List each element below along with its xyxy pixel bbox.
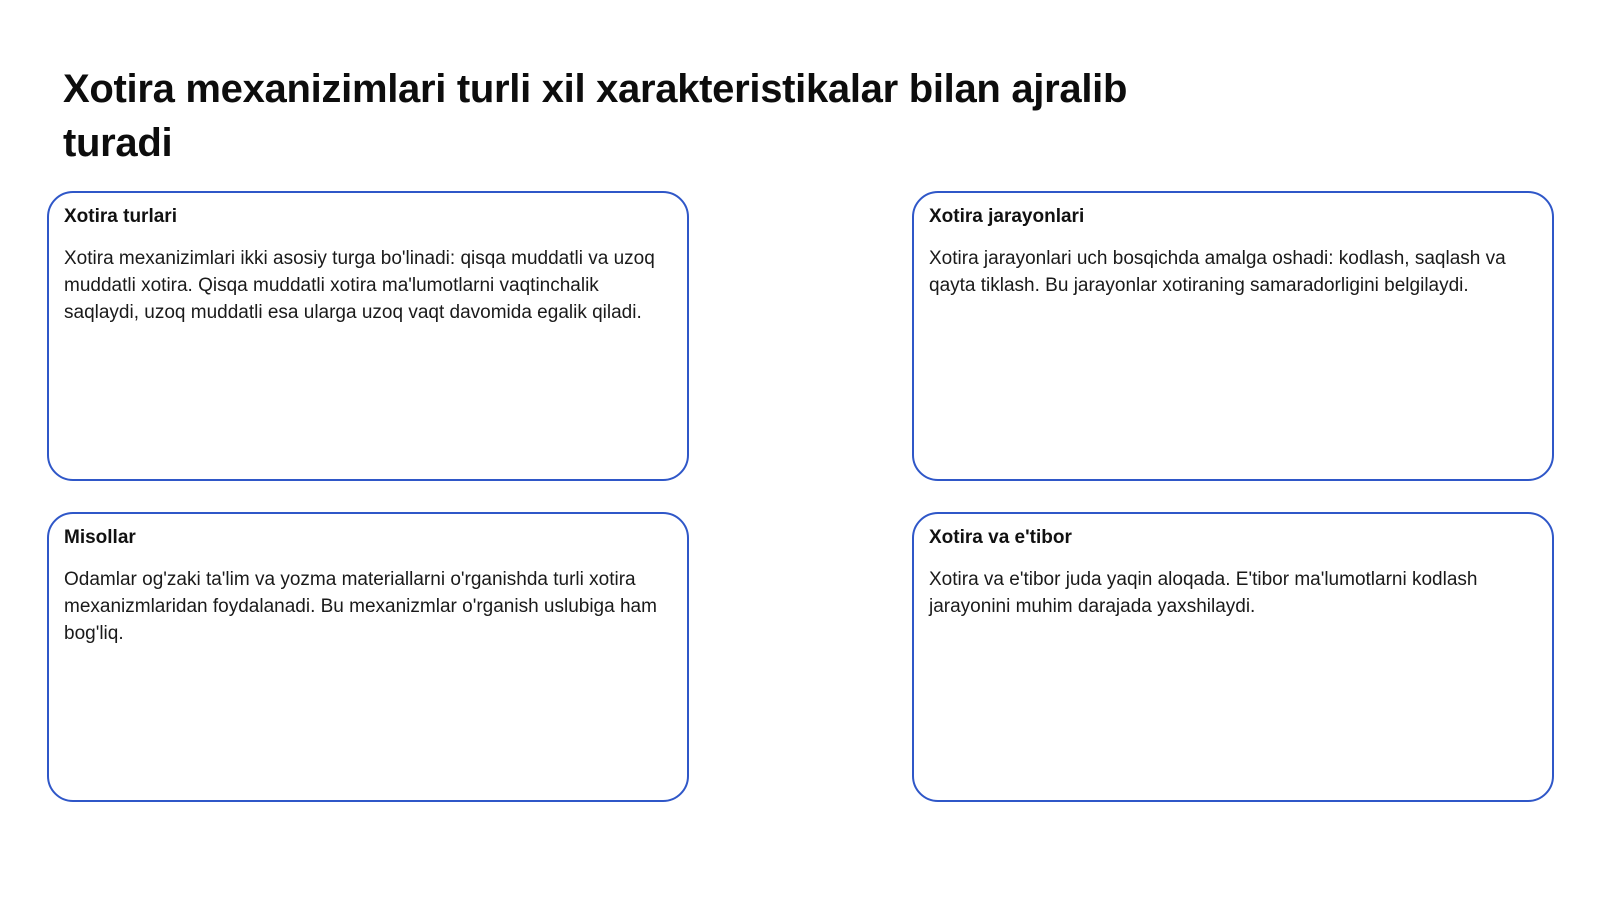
card-xotira-jarayonlari <box>912 191 1554 481</box>
card-heading: Xotira jarayonlari <box>929 206 1085 227</box>
card-misollar <box>47 512 689 802</box>
card-body: Xotira va e'tibor juda yaqin aloqada. E'tibor ma'lumotlarni kodlash jarayonini muhim darajada yaxshilaydi. <box>929 569 1478 617</box>
card-body: Xotira mexanizimlari ikki asosiy turga bo'linadi: qisqa muddatli va uzoq muddatli xotira. Qisqa muddatli xotira ma'lumotlarni vaqtinchalik saqlaydi, uzoq muddatli esa ularga uzoq vaqt davomida egalik qiladi. <box>64 248 655 323</box>
card-body: Odamlar og'zaki ta'lim va yozma materiallarni o'rganishda turli xotira mexanizmlaridan foydalanadi. Bu mexanizmlar o'rganish uslubiga ham bog'liq. <box>64 569 657 644</box>
card-heading: Xotira va e'tibor <box>929 527 1072 548</box>
card-body: Xotira jarayonlari uch bosqichda amalga oshadi: kodlash, saqlash va qayta tiklash. Bu jarayonlar xotiraning samaradorligini belgilaydi. <box>929 248 1506 296</box>
card-heading: Xotira turlari <box>64 206 177 227</box>
card-xotira-turlari <box>47 191 689 481</box>
card-xotira-va-etibor <box>912 512 1554 802</box>
slide-title: Xotira mexanizimlari turli xil xarakteristikalar bilan ajralib turadi <box>63 67 1128 165</box>
card-heading: Misollar <box>64 527 136 548</box>
